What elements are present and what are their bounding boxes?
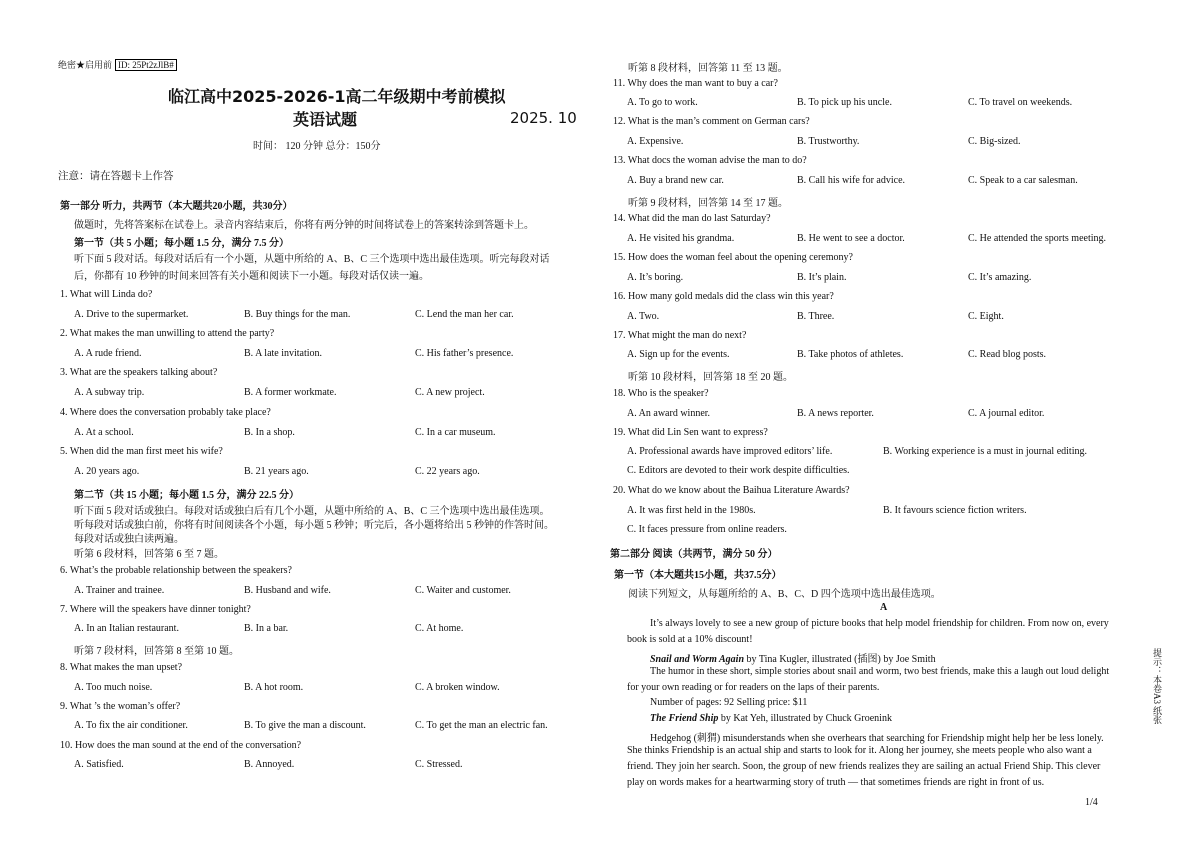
q7-option-b: B. In a bar. (244, 623, 289, 634)
q4-option-c: C. In a car museum. (415, 427, 496, 438)
section1-instruction-2: 后，你都有 10 秒钟的时间来回答有关小题和阅读下一小题。每段对话仅读一遍。 (74, 271, 429, 282)
passage-p1-line2: book is sold at a 10% discount! (627, 634, 753, 645)
q1-option-a: A. Drive to the supermarket. (74, 309, 189, 320)
q11-option-a: A. To go to work. (627, 97, 698, 108)
q9-option-a: A. To fix the air conditioner. (74, 720, 188, 731)
question-12: 12. What is the man’s comment on German cars? (613, 116, 810, 127)
q5-option-a: A. 20 years ago. (74, 466, 140, 477)
q6-option-b: B. Husband and wife. (244, 585, 331, 596)
section2-heading: 第二节（共 15 小题；每小题 1.5 分，满分 22.5 分） (74, 490, 299, 501)
q19-option-a: A. Professional awards have improved editors’ life. (627, 446, 833, 457)
q3-option-c: C. A new project. (415, 387, 485, 398)
answer-note: 注意：请在答题卡上作答 (58, 171, 174, 182)
question-1: 1. What will Linda do? (60, 289, 153, 300)
q4-option-b: B. In a shop. (244, 427, 295, 438)
page-number: 1/4 (1085, 797, 1098, 808)
question-18: 18. Who is the speaker? (613, 388, 709, 399)
book1-pages-price: Number of pages: 92 Selling price: $11 (650, 697, 808, 708)
q7-option-a: A. In an Italian restaurant. (74, 623, 179, 634)
part1-instruction: 做题时，先将答案标在试卷上。录音内容结束后，你将有两分钟的时间将试卷上的答案转涂到答题卡上。 (74, 220, 534, 231)
q7-option-c: C. At home. (415, 623, 464, 634)
book1-line (650, 650, 936, 665)
part2-section1-heading: 第一节（本大题共15小题，共37.5分） (614, 570, 782, 581)
material-9: 听第 9 段材料，回答第 14 至 17 题。 (628, 198, 788, 209)
q20-option-a: A. It was first held in the 1980s. (627, 505, 756, 516)
paper-id: ID: 25Pt2zJlB# (115, 59, 177, 71)
q2-option-b: B. A late invitation. (244, 348, 323, 359)
section2-instruction-1: 听下面 5 段对话或独白。每段对话或独白后有几个小题，从题中所给的 A、B、C 三个选项中选出最佳选项。 (74, 506, 550, 517)
paper-size-note: 提示：本卷A3 纸张 (1152, 648, 1162, 725)
q15-option-c: C. It’s amazing. (968, 272, 1032, 283)
q5-option-c: C. 22 years ago. (415, 466, 480, 477)
question-2: 2. What makes the man unwilling to attend the party? (60, 328, 275, 339)
q9-option-c: C. To get the man an electric fan. (415, 720, 548, 731)
q1-option-c: C. Lend the man her car. (415, 309, 514, 320)
q17-option-b: B. Take photos of athletes. (797, 349, 904, 360)
q1-option-b: B. Buy things for the man. (244, 309, 351, 320)
part1-heading: 第一部分 听力，共两节（本大题共20小题，共30分） (60, 201, 293, 212)
q20-option-b: B. It favours science fiction writers. (883, 505, 1027, 516)
q14-option-c: C. He attended the sports meeting. (968, 233, 1107, 244)
q4-option-a: A. At a school. (74, 427, 134, 438)
q6-option-c: C. Waiter and customer. (415, 585, 511, 596)
passage-p3-line3: friend. They join her search. Soon, the group of new friends realizes they are sailing an actual Friend Ship. This clever (627, 761, 1101, 772)
q3-option-b: B. A former workmate. (244, 387, 337, 398)
q6-option-a: A. Trainer and trainee. (74, 585, 165, 596)
q11-option-b: B. To pick up his uncle. (797, 97, 892, 108)
q12-option-a: A. Expensive. (627, 136, 684, 147)
book1-title: Snail and Worm Again (650, 654, 745, 665)
question-14: 14. What did the man do last Saturday? (613, 213, 771, 224)
q12-option-c: C. Big-sized. (968, 136, 1021, 147)
q18-option-b: B. A news reporter. (797, 408, 874, 419)
passage-p2-line1: The humor in these short, simple stories about snail and worm, two best friends, make this a laugh out loud delight (650, 666, 1110, 677)
q2-option-c: C. His father’s presence. (415, 348, 514, 359)
q10-option-b: B. Annoyed. (244, 759, 295, 770)
q15-option-b: B. It’s plain. (797, 272, 847, 283)
q13-option-b: B. Call his wife for advice. (797, 175, 906, 186)
q8-option-a: A. Too much noise. (74, 682, 153, 693)
exam-title: 临江高中2025-2026-1高二年级期中考前模拟 (168, 87, 506, 106)
secret-mark: 绝密★启用前 ID: 25Pt2zJlB# (58, 58, 177, 71)
q20-option-c: C. It faces pressure from online readers. (627, 524, 787, 535)
q2-option-a: A. A rude friend. (74, 348, 142, 359)
question-6: 6. What’s the probable relationship between the speakers? (60, 565, 292, 576)
exam-date: 2025. 10 (510, 109, 577, 127)
passage-p3-line4: play on words makes for a heartwarming story of truth — that sometimes friends are right in front of us. (627, 777, 1045, 788)
q9-option-b: B. To give the man a discount. (244, 720, 366, 731)
question-4: 4. Where does the conversation probably take place? (60, 407, 271, 418)
question-17: 17. What might the man do next? (613, 330, 747, 341)
q14-option-a: A. He visited his grandma. (627, 233, 735, 244)
q8-option-b: B. A hot room. (244, 682, 304, 693)
q10-option-a: A. Satisfied. (74, 759, 124, 770)
question-13: 13. What docs the woman advise the man to do? (613, 155, 807, 166)
passage-letter: A (880, 602, 888, 613)
question-10: 10. How does the man sound at the end of the conversation? (60, 740, 302, 751)
q16-option-b: B. Three. (797, 311, 835, 322)
q18-option-a: A. An award winner. (627, 408, 711, 419)
q14-option-b: B. He went to see a doctor. (797, 233, 905, 244)
section1-heading: 第一节（共 5 小题；每小题 1.5 分，满分 7.5 分） (74, 238, 289, 249)
q16-option-c: C. Eight. (968, 311, 1004, 322)
book2-line (650, 713, 892, 724)
q17-option-a: A. Sign up for the events. (627, 349, 730, 360)
question-19: 19. What did Lin Sen want to express? (613, 427, 768, 438)
q5-option-b: B. 21 years ago. (244, 466, 309, 477)
time-score: 时间： 120 分钟 总分：150分 (253, 141, 381, 152)
q10-option-c: C. Stressed. (415, 759, 463, 770)
material-8: 听第 8 段材料，回答第 11 至 13 题。 (628, 63, 788, 74)
question-9: 9. What ’s the woman’s offer? (60, 701, 181, 712)
question-11: 11. Why does the man want to buy a car? (613, 78, 778, 89)
passage-p2-line2: for your own reading or for readers on the laps of their parents. (627, 682, 880, 693)
question-20: 20. What do we know about the Baihua Literature Awards? (613, 485, 850, 496)
q15-option-a: A. It’s boring. (627, 272, 684, 283)
q3-option-a: A. A subway trip. (74, 387, 145, 398)
material-10: 听第 10 段材料，回答第 18 至 20 题。 (628, 372, 793, 383)
q18-option-c: C. A journal editor. (968, 408, 1045, 419)
q13-option-a: A. Buy a brand new car. (627, 175, 724, 186)
question-8: 8. What makes the man upset? (60, 662, 183, 673)
q16-option-a: A. Two. (627, 311, 660, 322)
exam-subject: 英语试题 (293, 110, 358, 129)
question-16: 16. How many gold medals did the class win this year? (613, 291, 834, 302)
question-15: 15. How does the woman feel about the opening ceremony? (613, 252, 853, 263)
q12-option-b: B. Trustworthy. (797, 136, 860, 147)
q17-option-c: C. Read blog posts. (968, 349, 1047, 360)
material-6: 听第 6 段材料，回答第 6 至 7 题。 (74, 549, 224, 560)
q19-option-c: C. Editors are devoted to their work despite difficulties. (627, 465, 850, 476)
passage-p1-line1: It’s always lovely to see a new group of picture books that help model friendship for children. From now on, every (650, 618, 1109, 629)
passage-p3-line1: Hedgehog (刺猬) misunderstands when she overhears that searching for Friendship might help her be less lonely. (650, 733, 1104, 744)
part2-heading: 第二部分 阅读（共两节，满分 50 分） (610, 549, 778, 560)
material-7: 听第 7 段材料，回答第 8 至第 10 题。 (74, 646, 239, 657)
passage-p3-line2: She thinks Friendship is an actual ship and starts to look for it. Along her journey, she meets people who also want a (627, 745, 1092, 756)
book2-credit: by Kat Yeh, illustrated by Chuck Groenink (718, 713, 892, 724)
section2-instruction-3: 每段对话或独白读两遍。 (74, 534, 184, 545)
question-7: 7. Where will the speakers have dinner tonight? (60, 604, 251, 615)
section1-instruction-1: 听下面 5 段对话。每段对话后有一个小题，从题中所给的 A、B、C 三个选项中选出最佳选项。听完每段对话 (74, 254, 550, 265)
q11-option-c: C. To travel on weekends. (968, 97, 1073, 108)
book1-credit: by Tina Kugler, illustrated (插图) by Joe Smith (744, 654, 936, 665)
part2-instruction: 阅读下列短文，从每题所给的 A、B、C、D 四个选项中选出最佳选项。 (628, 589, 941, 600)
section2-instruction-2: 听每段对话或独白前，你将有时间阅读各个小题，每小题 5 秒钟；听完后，各小题将给出 5 秒钟的作答时间。 (74, 520, 554, 531)
book2-title: The Friend Ship (650, 713, 719, 724)
question-5: 5. When did the man first meet his wife? (60, 446, 223, 457)
q19-option-b: B. Working experience is a must in journal editing. (883, 446, 1087, 457)
q13-option-c: C. Speak to a car salesman. (968, 175, 1078, 186)
question-3: 3. What are the speakers talking about? (60, 367, 218, 378)
q8-option-c: C. A broken window. (415, 682, 500, 693)
